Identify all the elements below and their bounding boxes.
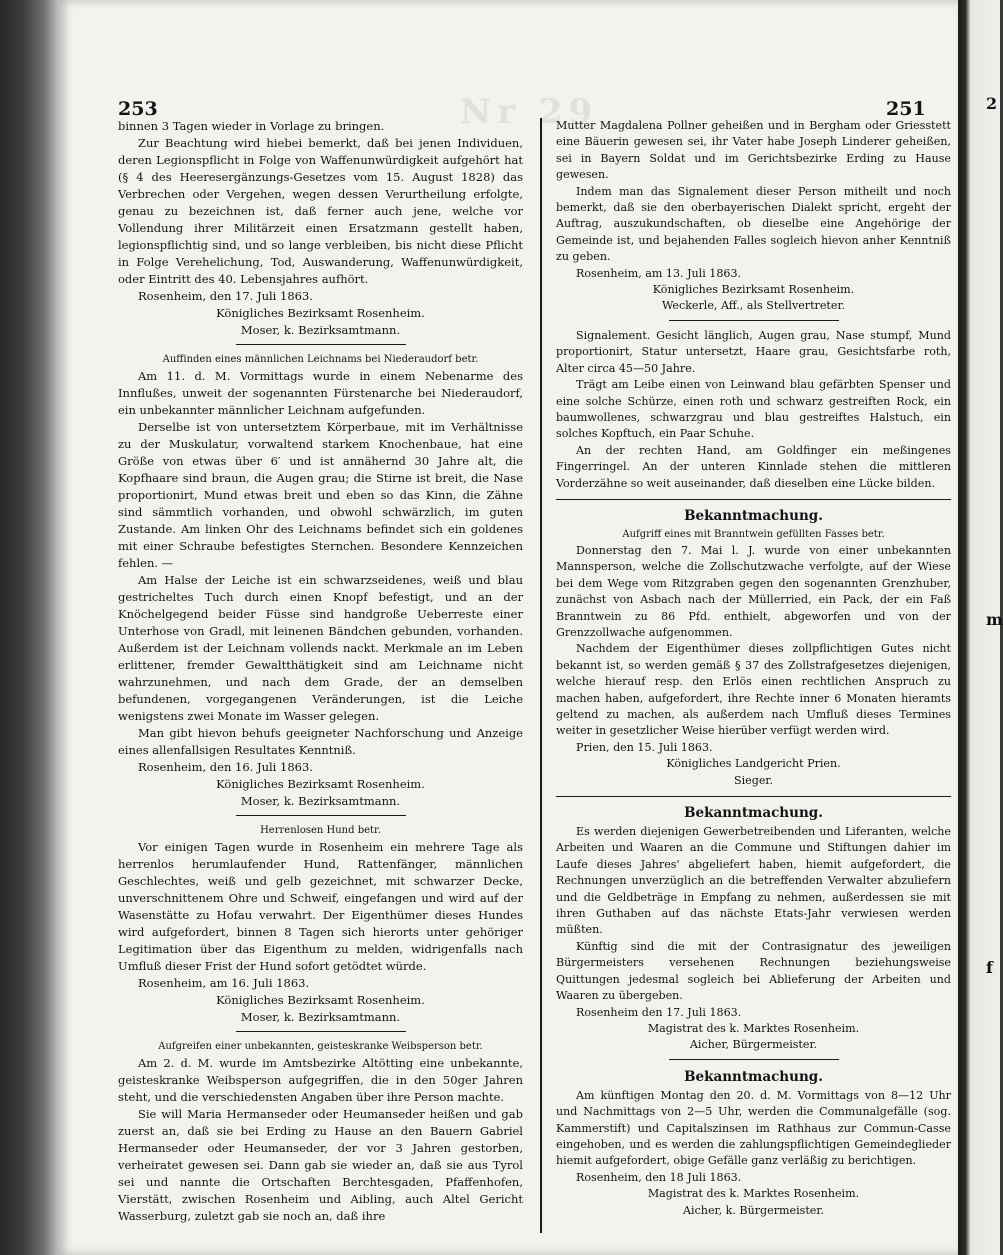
notice-subject: Herrenlosen Hund betr. bbox=[260, 825, 381, 836]
paragraph: Zur Beachtung wird hiebei bemerkt, daß bei jenen Individuen, deren Legionspflicht in Folge von Waffenunwürdigkeit aufgehört hat (§ 4 des Heeresergänzungs-Gesetzes vom 15. August 1828) das Verbrechen oder Vergehen, wegen dessen Verurtheilung erfolgte, genau zu bezeichnen ist, daß ferner auch jene, welche vor Vollendung ihrer Militärzeit einen Ersatzmann gestellt haben, legionspflichtig sind, und so lange verbleiben, bis nicht diese Pflicht in Folge Verehelichung, Tod, Auswanderung, Waffenunwürdigkeit, oder Eintritt des 40. Lebensjahres aufhört. bbox=[118, 136, 523, 286]
paragraph: Rosenheim, am 13. Juli 1863. bbox=[576, 266, 742, 280]
notice-subject: Aufgreifen einer unbekannten, geisteskranke Weibsperson betr. bbox=[158, 1041, 483, 1052]
signature-line: Moser, k. Bezirksamtmann. bbox=[240, 1010, 401, 1024]
paragraph: Indem man das Signalement dieser Person mitheilt und noch bemerkt, daß sie den oberbayerischen Dialekt spricht, ergeht der Auftrag, auszukundschaften, ob dieselbe eine Angehörige der Gemeinde ist, und bejahenden Falles sogleich hievon anher Kenntniß zu geben. bbox=[556, 184, 951, 264]
paragraph: Am 11. d. M. Vormittags wurde in einem Nebenarme des Innflußes, unweit der sogenannten Fürstenarche bei Niederaudorf, ein unbekannter männlicher Leichnam aufgefunden. bbox=[118, 369, 523, 417]
paragraph: Rosenheim, den 17. Juli 1863. bbox=[138, 289, 313, 303]
paragraph: Derselbe ist von untersetztem Körperbaue, mit im Verhältnisse zu der Muskulatur, vorwaltend starkem Knochenbaue, hat eine Größe von etwas über 6′ und ist annähernd 30 Jahre alt, die Kopfhaare sind braun, die Augen grau; die Stirne ist breit, die Nase proportionirt, Mund etwas breit und eben so das Kinn, die Zähne sind sämmtlich vorhanden, und obwohl schwärzlich, im guten Zustande. Am linken Ohr des Leichnams befindet sich ein goldenes mit einer Schraube befestigtes Sternchen. Besondere Kennzeichen fehlen. — bbox=[118, 420, 523, 570]
signature-line: Aicher, k. Bürgermeister. bbox=[683, 1203, 824, 1217]
paragraph: An der rechten Hand, am Goldfinger ein meßingenes Fingerringel. An der unteren Kinnlade stehen die mittleren Vorderzähne so weit auseinander, daß dieselben eine Lücke bilden. bbox=[556, 443, 951, 490]
section-divider bbox=[669, 320, 839, 321]
paragraph: Donnerstag den 7. Mai l. J. wurde von einer unbekannten Mannsperson, welche die Zollschutzwache verfolgte, auf der Wiese bei dem Wege vom Ritzgraben gegen den sogenannten Grenzhuber, zunächst von Asbach nach der Müllerried, ein Pack, der ein Faß Branntwein zu 86 Pfd. enthielt, abgeworfen und von der Grenzzollwache aufgenommen. bbox=[556, 543, 951, 639]
right-column bbox=[556, 118, 951, 1219]
signature-line: Sieger. bbox=[734, 773, 773, 787]
signature-line: Königliches Bezirksamt Rosenheim. bbox=[216, 993, 425, 1007]
signature-line: Moser, k. Bezirksamtmann. bbox=[240, 794, 401, 808]
next-page-glyph: f bbox=[986, 958, 993, 977]
show-through-text: Nr 29 bbox=[460, 92, 599, 132]
signature-line: Weckerle, Aff., als Stellvertreter. bbox=[661, 299, 846, 313]
signature-line: Moser, k. Bezirksamtmann. bbox=[240, 323, 401, 337]
paragraph: Trägt am Leibe einen von Leinwand blau gefärbten Spenser und eine solche Schürze, einen roth und schwarz gestreiften Rock, ein baumwollenes, schwarzgrau und blau gestreiftes Halstuch, ein solches Kopftuch, ein Paar Schuhe. bbox=[556, 378, 951, 441]
paragraph: Vor einigen Tagen wurde in Rosenheim ein mehrere Tage als herrenlos herumlaufender Hund, Rattenfänger, männlichen Geschlechtes, weiß und gelb gezeichnet, mit schwarzer Decke, unverschnittenem Ohre und Schweif, eingefangen und wird auf der Wasenstätte zu Hofau verwahrt. Der Eigenthümer dieses Hundes wird aufgefordert, binnen 8 Tagen sich hierorts unter gehöriger Legitimation über das Eigenthum zu melden, widrigenfalls nach Umfluß dieser Frist der Hund sofort getödtet würde. bbox=[118, 840, 523, 973]
next-page-glyph: 2 bbox=[986, 94, 998, 113]
paragraph: Prien, den 15. Juli 1863. bbox=[576, 740, 713, 754]
paragraph: Rosenheim, den 16. Juli 1863. bbox=[138, 760, 313, 774]
paragraph: Am Halse der Leiche ist ein schwarzseidenes, weiß und blau gestricheltes Tuch durch einen Knopf befestigt, und an der Knöchelgegend beider Füsse sind handgroße Ueberreste einer Unterhose von Gradl, mit leinenen Bändchen gebunden, vorhanden. Außerdem ist der Leichnam vollends nackt. Merkmale an im Leben erlittener, fremder Gewaltthätigkeit sind am Leichname nicht wahrzunehmen, und nach dem Grade, der an demselben befundenen, vorgegangenen Veränderungen, ist die Leiche wenigstens zwei Monate im Wasser gelegen. bbox=[118, 573, 523, 723]
paragraph: Rosenheim, am 16. Juli 1863. bbox=[138, 976, 310, 990]
signature-line: Königliches Bezirksamt Rosenheim. bbox=[216, 777, 425, 791]
notice-heading: Bekanntmachung. bbox=[684, 805, 823, 822]
paragraph: Am künftigen Montag den 20. d. M. Vormittags von 8—12 Uhr und Nachmittags von 2—5 Uhr, werden die Communalgefälle (sog. Kammerstift) und Capitalszinsen im Rathhaus zur Commun-Casse eingehoben, und es werden die zahlungspflichtigen Gemeindeglieder hiemit aufgefordert, obige Gefälle ganz verläßig zu berichtigen. bbox=[556, 1088, 951, 1168]
signature-line: Königliches Bezirksamt Rosenheim. bbox=[652, 283, 855, 297]
paragraph: Rosenheim den 17. Juli 1863. bbox=[576, 1005, 742, 1019]
signature-line: Aicher, Bürgermeister. bbox=[689, 1038, 818, 1052]
next-page-glyph: m bbox=[986, 610, 1003, 629]
book-gutter bbox=[0, 0, 58, 1255]
notice-heading: Bekanntmachung. bbox=[684, 1068, 823, 1085]
notice-subject: Auffinden eines männlichen Leichnams bei Niederaudorf betr. bbox=[162, 354, 479, 365]
section-divider bbox=[669, 1059, 839, 1060]
paragraph: Man gibt hievon behufs geeigneter Nachforschung und Anzeige eines allenfallsigen Resultates Kenntniß. bbox=[118, 726, 523, 757]
signature-line: Königliches Bezirksamt Rosenheim. bbox=[216, 306, 425, 320]
section-divider bbox=[236, 1031, 406, 1032]
paragraph: binnen 3 Tagen wieder in Vorlage zu bringen. bbox=[118, 119, 385, 133]
section-divider bbox=[236, 815, 406, 816]
left-column bbox=[118, 118, 523, 1225]
paragraph: Sie will Maria Hermanseder oder Heumanseder heißen und gab zuerst an, daß sie bei Erding zu Hause an den Bauern Gabriel Hermanseder oder Heumanseder, der vor 3 Jahren gestorben, verheiratet gewesen sei. Dann gab sie wieder an, daß sie aus Tyrol sei und nannte die Ortschaften Berchtesgaden, Pfaffenhofen, Vierstätt, zwischen Rosenheim und Aibling, auch Altel Gericht Wasserburg, zuletzt gab sie noch an, daß ihre bbox=[118, 1107, 523, 1223]
notice-heading: Bekanntmachung. bbox=[684, 507, 823, 524]
paragraph: Nachdem der Eigenthümer dieses zollpflichtigen Gutes nicht bekannt ist, so werden gemäß § 37 des Zollstrafgesetzes diejenigen, welche hierauf resp. den Erlös einen rechtlichen Anspruch zu machen haben, aufgefordert, ihre Rechte inner 6 Monaten hieramts geltend zu machen, als außerdem nach Umfluß dieses Termines weiter in gesetzlicher Weise hierüber verfügt werden wird. bbox=[556, 642, 951, 738]
notice-subject: Aufgriff eines mit Branntwein gefüllten Fasses betr. bbox=[622, 528, 885, 540]
paragraph: Mutter Magdalena Pollner geheißen und in Bergham oder Griesstett eine Bäuerin gewesen sei, ihr Vater habe Joseph Linderer geheißen, sei in Bayern Soldat und im Gerichtsbezirke Erding zu Hause gewesen. bbox=[556, 119, 951, 182]
signature-line: Magistrat des k. Marktes Rosenheim. bbox=[647, 1187, 860, 1201]
column-divider bbox=[540, 118, 542, 1233]
section-rule bbox=[556, 499, 951, 500]
section-rule bbox=[556, 796, 951, 797]
paragraph: Rosenheim, den 18 Juli 1863. bbox=[576, 1170, 742, 1184]
paragraph: Künftig sind die mit der Contrasignatur des jeweiligen Bürgermeisters versehenen Rechnungen beziehungsweise Quittungen jedesmal sogleich bei Ablieferung der Arbeiten und Waaren zu übergeben. bbox=[556, 939, 951, 1003]
paragraph: Am 2. d. M. wurde im Amtsbezirke Altötting eine unbekannte, geisteskranke Weibsperson aufgegriffen, die in den 50ger Jahren steht, und die verschiedensten Angaben über ihre Person machte. bbox=[118, 1056, 523, 1104]
signature-line: Magistrat des k. Marktes Rosenheim. bbox=[647, 1021, 860, 1035]
paragraph: Es werden diejenigen Gewerbetreibenden und Liferanten, welche Arbeiten und Waaren an die Commune und Stiftungen dahier im Laufe dieses Jahres' abgeliefert haben, hiemit aufgefordert, die Rechnungen unverzüglich an die betreffenden Verwalter abzuliefern und die Geldbeträge in Empfang zu nehmen, außerdessen sie mit ihren Guthaben auf das nächste Etats-Jahr verwiesen werden müßten. bbox=[556, 825, 951, 937]
paragraph: Signalement. Gesicht länglich, Augen grau, Nase stumpf, Mund proportionirt, Statur untersetzt, Haare grau, Gesichtsfarbe roth, Alter circa 45—50 Jahre. bbox=[556, 328, 951, 375]
page-number-left: 253 bbox=[118, 98, 158, 120]
section-divider bbox=[236, 344, 406, 345]
signature-line: Königliches Landgericht Prien. bbox=[666, 757, 841, 771]
page-number-right: 251 bbox=[886, 98, 926, 120]
